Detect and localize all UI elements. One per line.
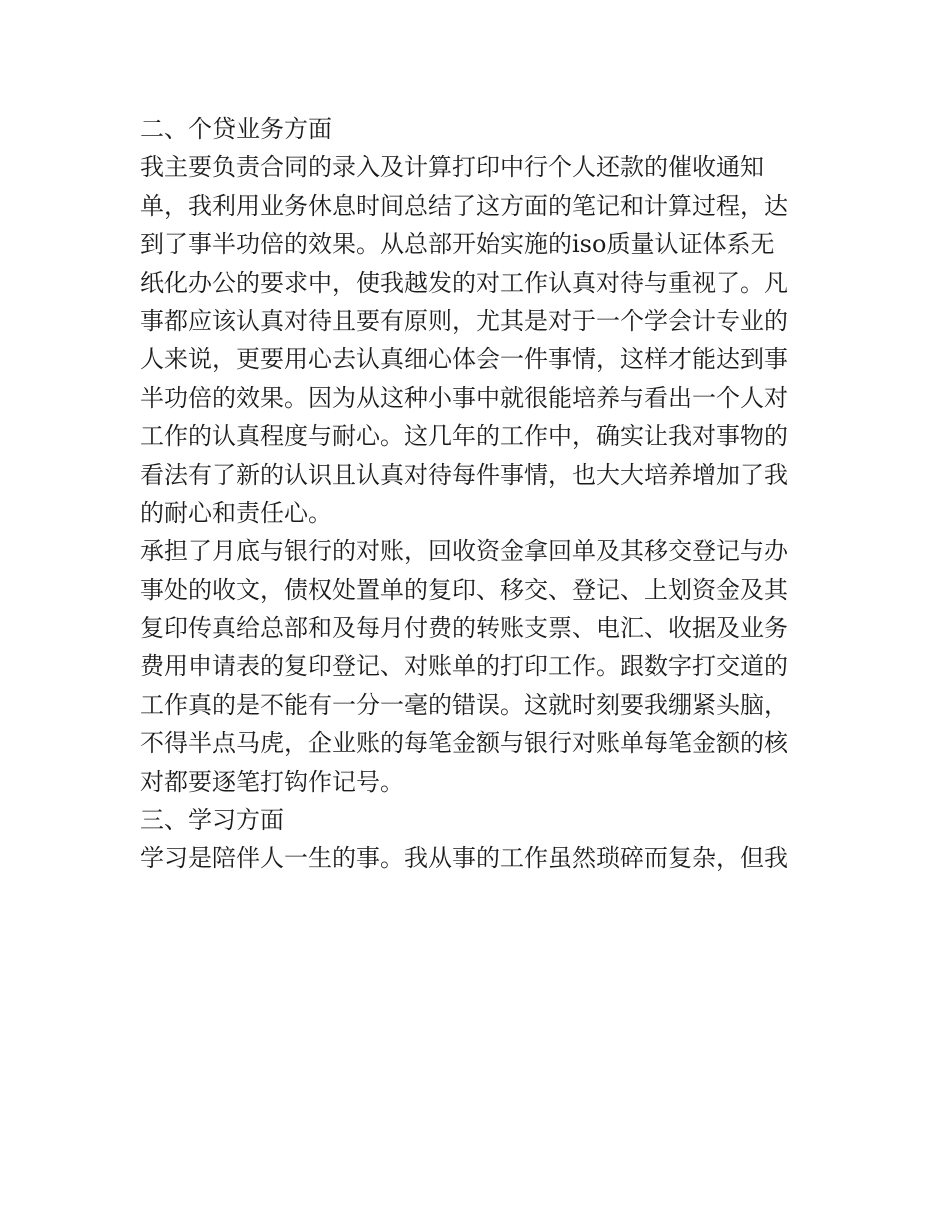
section-heading-learning: 三、学习方面 [140, 806, 284, 835]
body-text-line: 事都应该认真对待且要有原则，尤其是对于一个学会计专业的 [140, 306, 788, 335]
body-text-line: 我主要负责合同的录入及计算打印中行个人还款的催收通知 [140, 153, 764, 182]
body-text-line: 事处的收文，债权处置单的复印、移交、登记、上划资金及其 [140, 575, 788, 604]
body-text-line: 费用申请表的复印登记、对账单的打印工作。跟数字打交道的 [140, 652, 788, 681]
section-heading-personal-loan: 二、个贷业务方面 [140, 115, 332, 143]
body-text-line: 工作的认真程度与耐心。这几年的工作中，确实让我对事物的 [140, 422, 788, 451]
body-text-line: 人来说，更要用心去认真细心体会一件事情，这样才能达到事 [140, 345, 788, 374]
body-text-line: 承担了月底与银行的对账，回收资金拿回单及其移交登记与办 [140, 537, 788, 566]
body-text-line: 看法有了新的认识且认真对待每件事情，也大大培养增加了我 [140, 460, 788, 489]
body-text-line: 工作真的是不能有一分一毫的错误。这就时刻要我绷紧头脑， [140, 690, 788, 719]
body-text-line: 不得半点马虎，企业账的每笔金额与银行对账单每笔金额的核 [140, 729, 788, 758]
body-text-line: 半功倍的效果。因为从这种小事中就很能培养与看出一个人对 [140, 383, 788, 412]
body-text-line: 纸化办公的要求中，使我越发的对工作认真对待与重视了。凡 [140, 268, 788, 297]
body-text-line: 单，我利用业务休息时间总结了这方面的笔记和计算过程，达 [140, 191, 788, 220]
body-text-line: 学习是陪伴人一生的事。我从事的工作虽然琐碎而复杂，但我 [140, 844, 788, 873]
document-page [140, 110, 820, 878]
body-text-line: 到了事半功倍的效果。从总部开始实施的iso质量认证体系无 [140, 230, 775, 259]
body-text-line: 的耐心和责任心。 [140, 498, 332, 527]
body-text-line: 复印传真给总部和及每月付费的转账支票、电汇、收据及业务 [140, 614, 788, 643]
body-text-line: 对都要逐笔打钩作记号。 [140, 767, 404, 796]
